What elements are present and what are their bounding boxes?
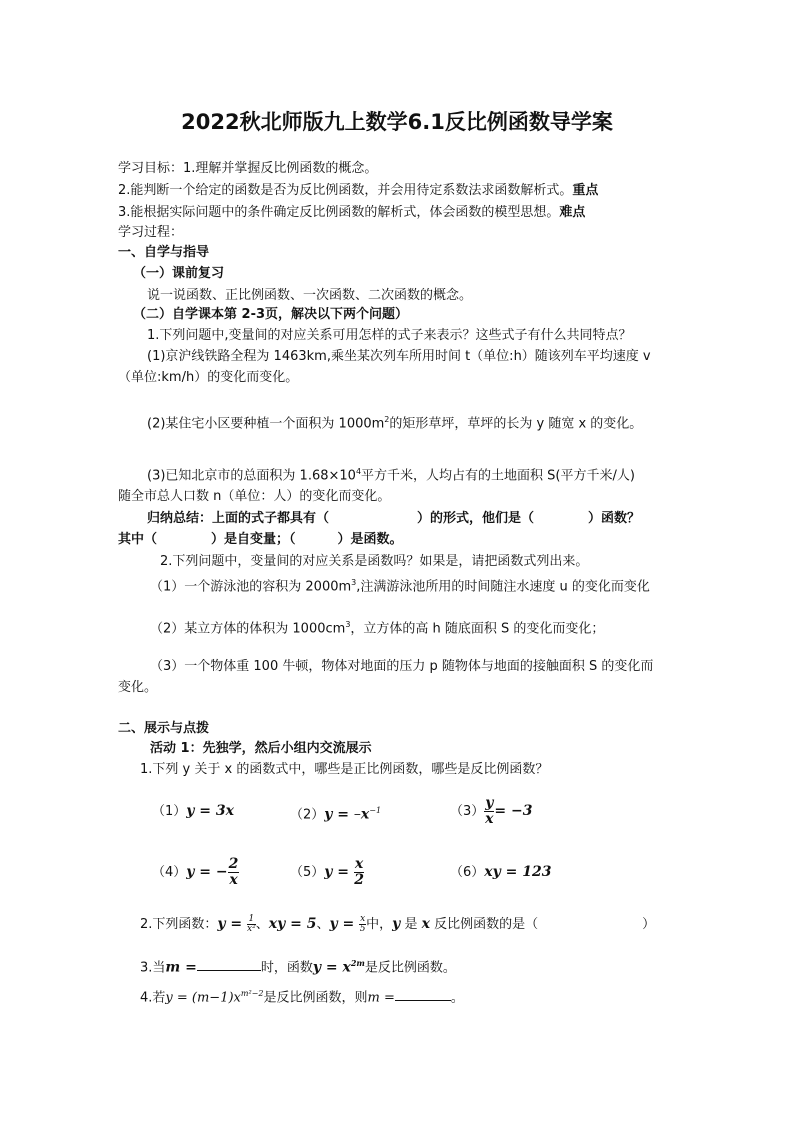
exercise-3-pre: 3.当 [140,960,166,976]
question-1: 1.下列问题中,变量间的对应关系可用怎样的式子来表示？这些式子有什么共同特点？ [147,328,632,343]
summary-2b: ）是自变量；（ [211,532,296,547]
function-item-3-frac [484,796,494,827]
goal-line-2-text: 2.能判断一个给定的函数是否为反比例函数，并会用待定系数法求函数解析式。 [118,183,573,198]
function-item-4-frac [228,857,240,888]
question-1c-sup: 4 [355,467,362,476]
exercise-2-pre: 2.下列函数： [140,917,218,932]
exercise-2-x: x [421,916,430,932]
function-item-6-label: （6） [450,865,485,880]
question-1b [147,412,642,432]
exercise-3-m: m = [165,959,197,976]
goal-line-2 [118,183,598,199]
question-1c-line2: 随全市总人口数 n（单位：人）的变化而变化。 [118,489,391,504]
summary-1a: 归纳总结：上面的式子都具有（ [147,511,330,526]
function-item-1-label: （1） [152,804,187,819]
exercise-3-exp: 2m [350,958,365,968]
question-1b-sup: 2 [384,415,390,424]
question-1b-pre: (2)某住宅小区要种植一个面积为 1000m [147,416,385,432]
review-text: 说一说函数、正比例函数、一次函数、二次函数的概念。 [147,288,473,303]
exercise-4-exp: m²−2 [240,989,264,998]
exercise-4 [140,986,464,1006]
function-item-3-label: （3） [450,804,485,819]
question-2c-line1: （3）一个物体重 100 牛顿，物体对地面的压力 p 随物体与地面的接触面积 S 的变化而 [150,659,654,674]
function-item-2-exp: −1 [369,806,382,815]
function-item-4-lhs: y = − [186,864,228,880]
exercise-2-mid: 中， [366,917,393,932]
exercise-2-post: 反比例函数的是（ [429,917,539,932]
exercise-2-a-lhs: y = [217,916,248,932]
summary-1c: ）函数？ [588,511,641,526]
function-item-6 [450,864,551,881]
goal-key-mark: 重点 [572,183,599,198]
exercise-2-a-frac [247,915,256,934]
exercise-3-answer-blank[interactable] [197,958,261,971]
exercise-2 [140,911,655,938]
exercise-4-mid: 是反比例函数，则 [263,990,368,1006]
exercise-4-m: m = [367,990,395,1006]
function-item-6-expr: xy = 123 [484,864,552,880]
function-item-2-lhs: y = [324,806,354,823]
function-item-5-label: （5） [290,865,325,880]
question-2a-post: ,注满游泳池所用的时间随注水速度 u 的变化而变化 [356,579,650,595]
function-item-1-expr: y = 3x [186,803,234,819]
question-1c-line1 [147,464,635,484]
exercise-2-c-den: 5 [359,924,366,934]
exercise-3-func: y = x [312,959,351,976]
question-2b-sup: 3 [345,620,351,629]
exercise-2-y: y [392,916,401,932]
question-1a-line2: （单位:km/h）的变化而变化。 [118,370,299,385]
function-item-5 [290,857,364,888]
exercise-2-close: ） [642,917,656,932]
question-1c-pre: (3)已知北京市的总面积为 1.68×10 [147,468,356,484]
function-item-3-num: y [485,795,494,811]
function-item-4-num: 2 [228,856,239,872]
subsection-selfstudy: （二）自学课本第 2-3页，解决以下两个问题） [133,307,409,322]
exercise-2-c-lhs: y = [329,916,360,932]
exercise-2-a-num: 1 [248,914,255,924]
question-2a-pre: （1）一个游泳池的容积为 2000m [150,579,352,595]
exercise-3-post: 是反比例函数。 [364,960,456,976]
function-item-2-base: x [360,806,370,823]
function-item-2-label: （2） [290,807,325,823]
exercise-3 [140,955,456,976]
question-1a-line1: (1)京沪线铁路全程为 1463km,乘坐某次列车所用时间 t（单位:h）随该列车平均速度 v [147,349,651,364]
question-2: 2.下列问题中，变量间的对应关系是函数吗？如果是，请把函数式列出来。 [160,554,589,569]
exercise-1: 1.下列 y 关于 x 的函数式中，哪些是正比例函数，哪些是反比例函数？ [140,762,549,777]
goal-line-3-text: 3.能根据实际问题中的条件确定反比例函数的解析式，体会函数的模型思想。 [118,205,560,220]
function-item-4-den: x [229,872,238,888]
function-item-4 [152,857,239,888]
function-item-5-num: x [354,856,364,872]
function-item-4-label: （4） [152,865,187,880]
question-2b-pre: （2）某立方体的体积为 1000cm [150,621,346,637]
exercise-2-sep2: 、 [316,917,330,932]
function-item-3-rhs: = −3 [494,803,533,819]
exercise-3-mid: 时，函数 [260,960,313,976]
exercise-2-c-num: x [360,914,366,924]
goal-difficulty-mark: 难点 [559,205,586,220]
summary-line-2 [118,532,403,548]
summary-2a: 其中（ [118,532,158,547]
function-item-2-minus: – [353,806,361,823]
function-item-1 [152,803,234,820]
exercise-2-a-den: x² [247,924,256,934]
exercise-2-b: xy = 5 [268,916,317,932]
question-2b [150,617,604,637]
question-2a-sup: 3 [351,578,357,587]
question-2b-post: ，立方体的高 h 随底面积 S 的变化而变化； [350,621,605,637]
summary-1b: ）的形式，他们是（ [417,511,535,526]
exercise-4-answer-blank[interactable] [395,988,451,1001]
exercise-4-pre: 4.若 [140,990,166,1006]
activity-1: 活动 1：先独学，然后小组内交流展示 [150,741,372,756]
subsection-review: （一）课前复习 [133,266,225,281]
question-1c-post: 平方千米，人均占有的土地面积 S(平方千米/人) [361,468,635,484]
section1-heading: 一、自学与指导 [118,245,210,260]
exercise-2-sep1: 、 [255,917,269,932]
process-label: 学习过程： [118,225,184,240]
question-2a [150,575,650,595]
function-item-3-den: x [485,811,494,827]
question-1b-post: 的矩形草坪，草坪的长为 y 随宽 x 的变化。 [389,416,643,432]
function-item-5-lhs: y = [324,864,354,880]
function-item-3 [450,796,533,827]
function-item-2 [290,803,381,823]
function-item-5-den: 2 [354,872,364,888]
page-title: 2022秋北师版九上数学6.1反比例函数导学案 [181,110,613,134]
question-2c-line2: 变化。 [118,680,158,695]
exercise-2-is: 是 [400,917,422,932]
exercise-4-func: y = (m−1)x [165,990,241,1006]
summary-line-1 [147,511,640,527]
goal-line-1: 学习目标：1.理解并掌握反比例函数的概念。 [118,161,378,176]
exercise-4-post: 。 [450,990,464,1006]
function-item-5-frac [354,857,364,888]
section2-heading: 二、展示与点拨 [118,721,210,736]
goal-line-3 [118,205,585,221]
summary-2c: ）是函数。 [337,532,403,547]
